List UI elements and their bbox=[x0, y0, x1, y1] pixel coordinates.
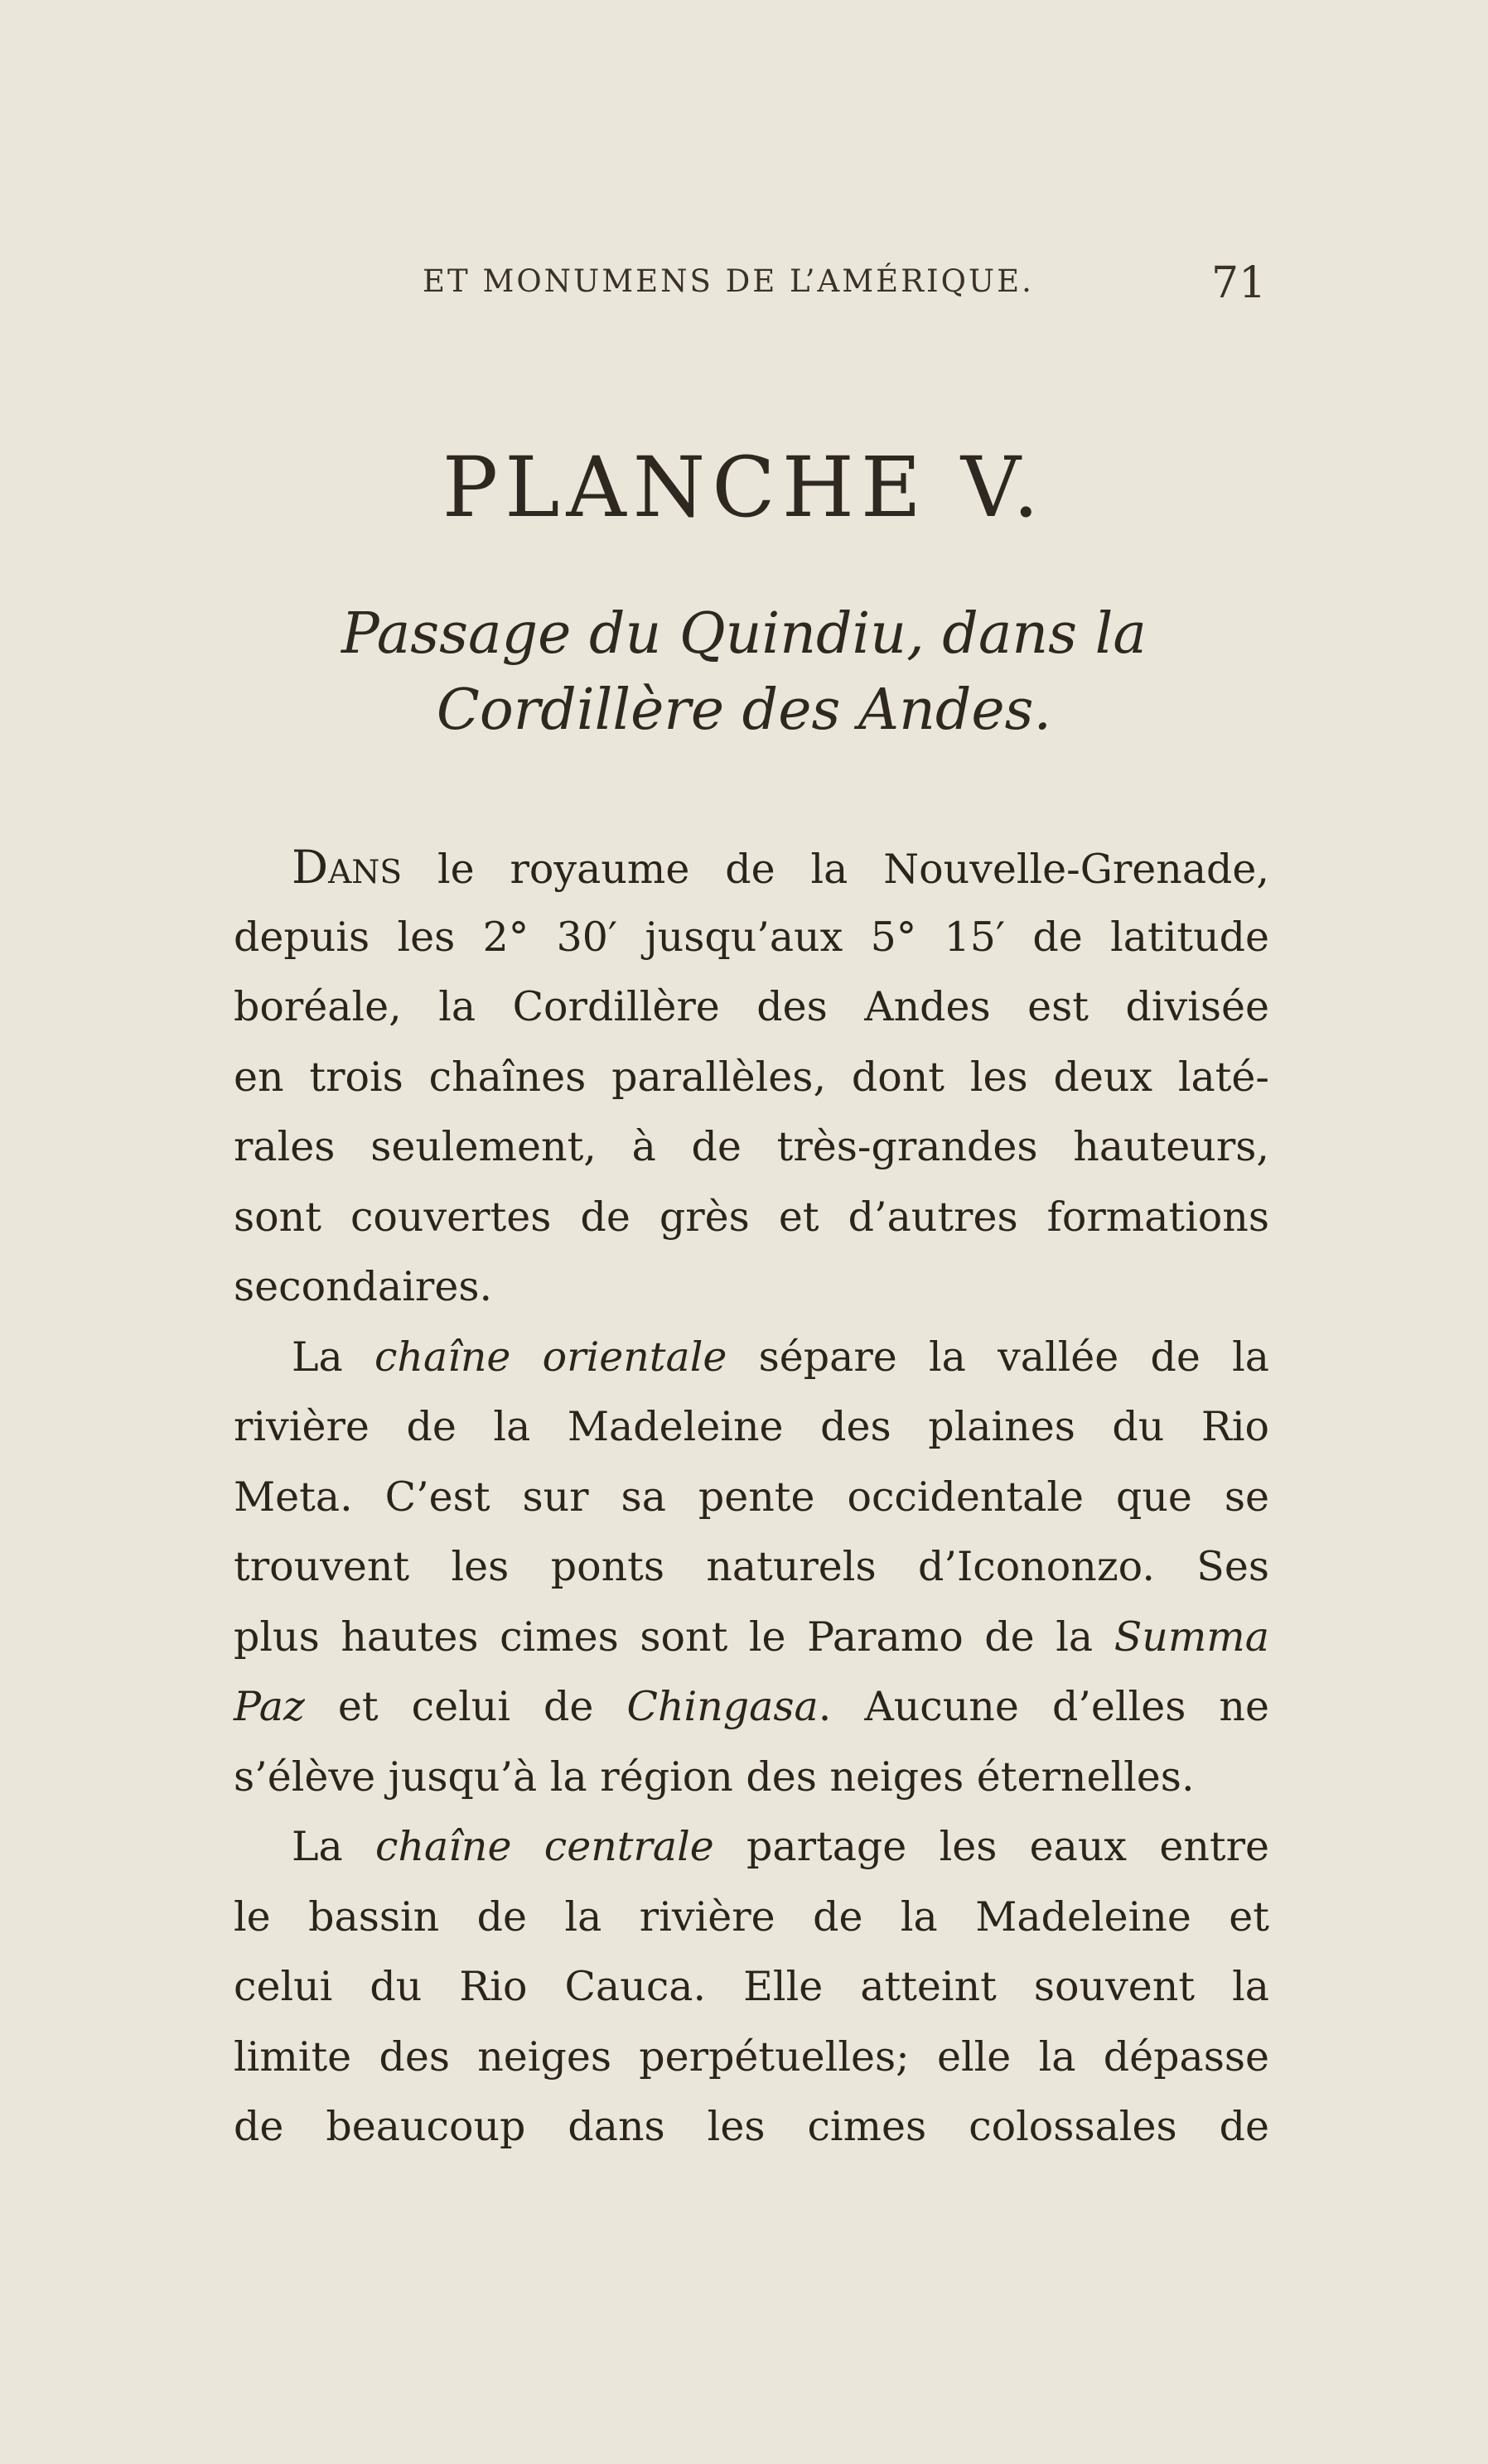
text-line: depuis les 2° 30′ jusqu’aux 5° 15′ de latitude bbox=[234, 913, 1269, 961]
plate-title: PLANCHE V. bbox=[442, 439, 1046, 536]
text-span: partage les eaux entre bbox=[713, 1823, 1270, 1870]
text-span: et celui de bbox=[304, 1683, 627, 1730]
text-line bbox=[234, 1323, 1269, 1393]
text-line: secondaires. bbox=[234, 1263, 493, 1310]
text-line bbox=[234, 832, 1269, 903]
text-line: limite des neiges perpétuelles; elle la dépasse bbox=[234, 2032, 1269, 2081]
text-line: en trois chaînes parallèles, dont les deux laté- bbox=[234, 1053, 1269, 1101]
subtitle-line-2: Cordillère des Andes. bbox=[436, 677, 1052, 743]
plate-subtitle bbox=[0, 596, 1488, 749]
text-line: le bassin de la rivière de la Madeleine et bbox=[234, 1893, 1269, 1941]
italic-term: chaîne centrale bbox=[375, 1823, 714, 1870]
text-line: s’élève jusqu’à la région des neiges éternelles. bbox=[234, 1753, 1195, 1801]
running-title: ET MONUMENS DE L’AMÉRIQUE. bbox=[423, 263, 1034, 299]
italic-term: chaîne orientale bbox=[374, 1333, 727, 1381]
text-line: celui du Rio Cauca. Elle atteint souvent la bbox=[234, 1963, 1269, 2010]
italic-term: Paz bbox=[234, 1683, 305, 1730]
text-span: . Aucune d’elles ne bbox=[818, 1683, 1269, 1730]
text-line: boréale, la Cordillère des Andes est divisée bbox=[234, 983, 1269, 1030]
text-line bbox=[234, 1672, 1269, 1743]
text-line: Meta. C’est sur sa pente occidentale que se bbox=[234, 1473, 1269, 1521]
text-span: plus hautes cimes sont le Paramo de la bbox=[234, 1613, 1114, 1661]
text-line bbox=[234, 1812, 1269, 1883]
running-head bbox=[0, 258, 1488, 313]
text-line: rales seulement, à de très-grandes hauteurs, bbox=[234, 1123, 1269, 1170]
text-span: sépare la vallée de la bbox=[727, 1333, 1269, 1381]
text-span: La bbox=[292, 1823, 376, 1870]
text-line: de beaucoup dans les cimes colossales de bbox=[234, 2103, 1269, 2150]
body-text bbox=[234, 832, 1269, 2163]
text-line bbox=[234, 1603, 1269, 1673]
subtitle-line-1: Passage du Quindiu, dans la bbox=[341, 601, 1147, 667]
text-span: La bbox=[292, 1333, 374, 1381]
text-span: le royaume de la Nouvelle-Grenade, bbox=[402, 846, 1269, 893]
page-number: 71 bbox=[1211, 258, 1267, 308]
text-line: rivière de la Madeleine des plaines du Rio bbox=[234, 1403, 1269, 1450]
italic-term: Summa bbox=[1114, 1613, 1269, 1661]
drop-word: Dans bbox=[292, 841, 403, 894]
text-line: sont couvertes de grès et d’autres formations bbox=[234, 1193, 1269, 1241]
text-line: trouvent les ponts naturels d’Icononzo. Ses bbox=[234, 1543, 1269, 1590]
italic-term: Chingasa bbox=[626, 1683, 819, 1730]
